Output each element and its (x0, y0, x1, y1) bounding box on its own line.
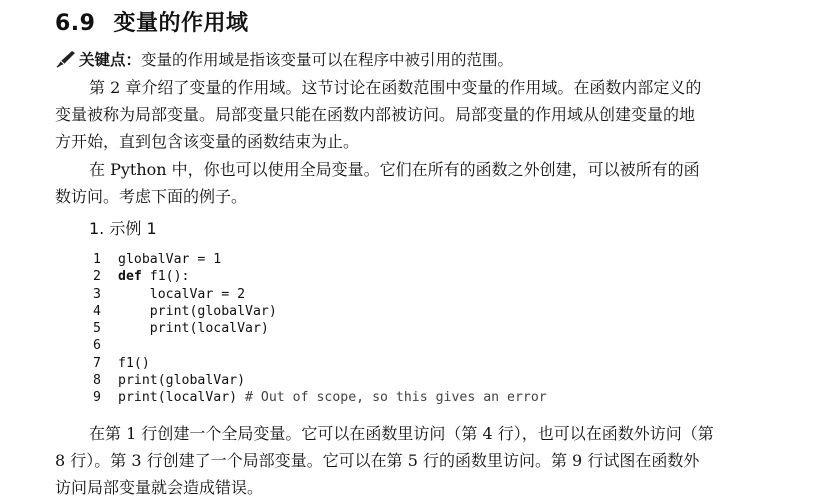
paragraph-line: 访问局部变量就会造成错误。 (55, 478, 264, 497)
line-number: 6 (93, 338, 101, 354)
code-line (93, 337, 547, 354)
code-line (93, 389, 547, 406)
code-line (93, 268, 547, 285)
section-number: 6.9 (55, 11, 96, 36)
paragraph-line: 在第 1 行创建一个全局变量。它可以在函数里访问（第 4 行），也可以在函数外访问（第 (89, 424, 714, 443)
line-number: 2 (93, 269, 101, 285)
code-line (93, 372, 547, 389)
line-number: 4 (93, 303, 101, 319)
example-heading: 1. 示例 1 (89, 219, 157, 238)
paragraph-line: 方开始，直到包含该变量的函数结束为止。 (55, 132, 360, 151)
paragraph-line: 8 行）。第 3 行创建了一个局部变量。它可以在第 5 行的函数里访问。第 9 行试图在函数外 (55, 451, 700, 470)
line-number: 3 (93, 286, 101, 302)
code-line (93, 286, 547, 303)
paragraph-line: 第 2 章介绍了变量的作用域。这节讨论在函数范围中变量的作用域。在函数内部定义的 (89, 78, 702, 97)
code-text: print(localVar) (149, 321, 269, 337)
line-number: 7 (93, 355, 101, 371)
paragraph-1 (55, 74, 795, 155)
code-text: globalVar = 1 (118, 252, 222, 267)
code-line (93, 355, 547, 372)
paragraph-line: 数访问。考虑下面的例子。 (55, 187, 248, 206)
code-comment: # Out of scope, so this gives an error (237, 390, 547, 406)
key-point-label: 关键点： (79, 51, 142, 69)
code-line (93, 251, 547, 268)
line-number: 5 (93, 321, 101, 337)
paragraph-line: 变量被称为局部变量。局部变量只能在函数内部被访问。局部变量的作用域从创建变量的地 (55, 105, 696, 124)
code-line (93, 303, 547, 320)
code-text: f1(): (141, 269, 190, 285)
code-indent (118, 321, 150, 336)
paragraph-2 (55, 156, 795, 210)
code-listing (93, 251, 547, 407)
code-text: f1() (118, 355, 150, 371)
code-text: localVar = 2 (149, 286, 246, 302)
key-point (55, 48, 513, 70)
code-text: print(globalVar) (149, 303, 277, 319)
pen-nib-icon (55, 50, 77, 68)
paragraph-3 (55, 420, 795, 501)
line-number: 8 (93, 373, 101, 389)
code-line (93, 320, 547, 337)
code-text: print(localVar) (118, 390, 238, 406)
section-heading (55, 6, 249, 37)
section-title: 变量的作用域 (113, 11, 249, 36)
key-point-text: 变量的作用域是指该变量可以在程序中被引用的范围。 (141, 51, 514, 69)
code-keyword: def (118, 269, 142, 285)
code-indent (118, 287, 150, 302)
code-text: print(globalVar) (118, 373, 246, 389)
code-indent (118, 304, 150, 319)
line-number: 9 (93, 390, 101, 406)
line-number: 1 (93, 252, 101, 267)
paragraph-line: 在 Python 中，你也可以使用全局变量。它们在所有的函数之外创建，可以被所有的函 (89, 160, 700, 179)
